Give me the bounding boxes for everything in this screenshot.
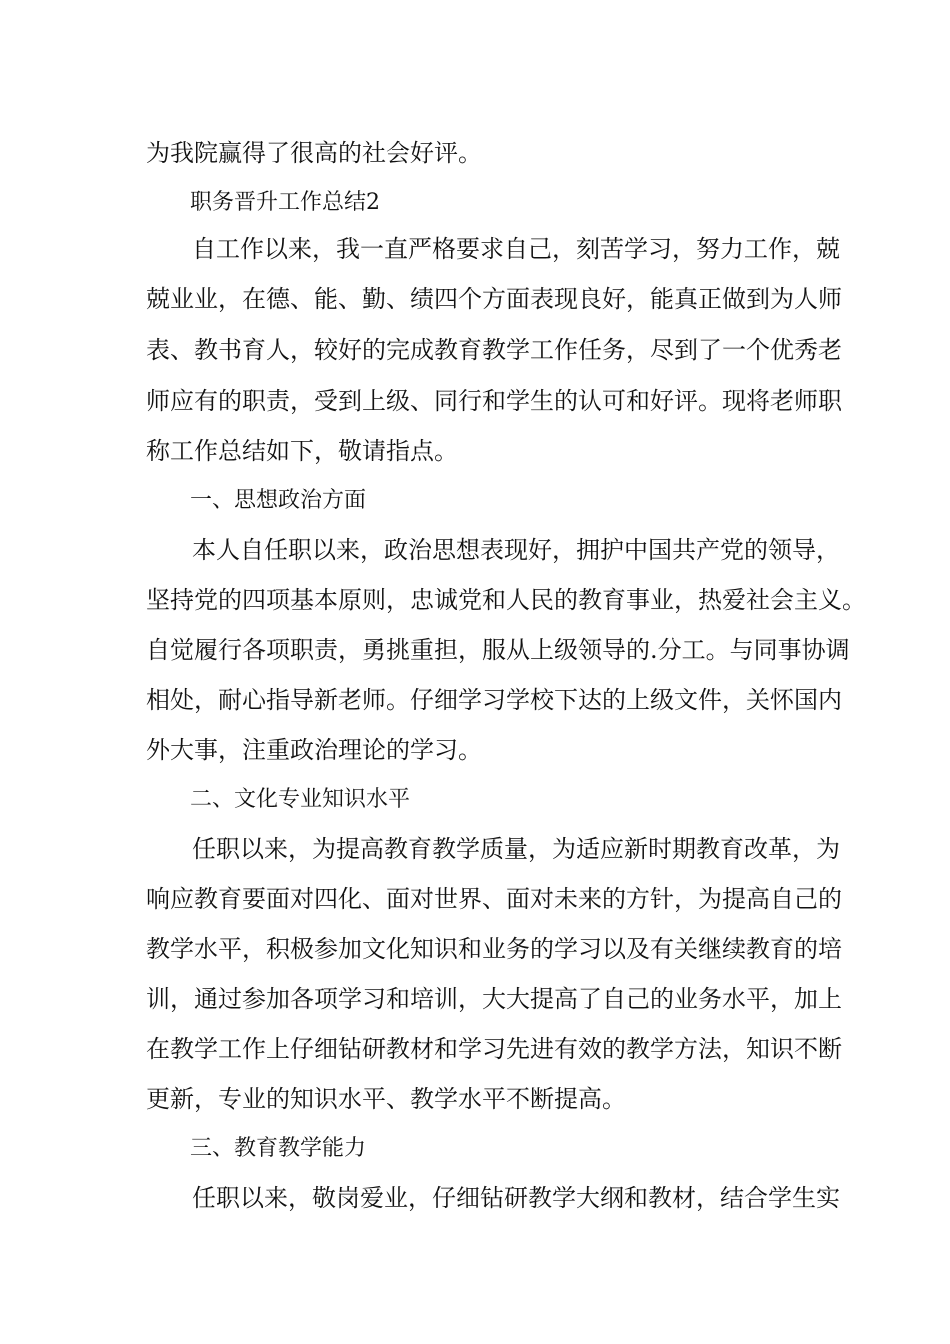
- paragraph-line: 兢业业，在德、能、勤、绩四个方面表现良好，能真正做到为人师: [146, 285, 842, 313]
- paragraph-line: 坚持党的四项基本原则，忠诚党和人民的教育事业，热爱社会主义。: [146, 586, 866, 614]
- paragraph-line: 称工作总结如下，敬请指点。: [146, 437, 458, 465]
- paragraph-line: 师应有的职责，受到上级、同行和学生的认可和好评。现将老师职: [146, 387, 842, 415]
- section-heading-1: 一、思想政治方面: [190, 488, 367, 513]
- paragraph-line: 在教学工作上仔细钻研教材和学习先进有效的教学方法，知识不断: [146, 1035, 842, 1063]
- paragraph-line: 自觉履行各项职责，勇挑重担，服从上级领导的.分工。与同事协调: [146, 636, 850, 664]
- paragraph-line: 响应教育要面对四化、面对世界、面对未来的方针，为提高自己的: [146, 885, 842, 913]
- paragraph-line: 任职以来，敬岗爱业，仔细钻研教学大纲和教材，结合学生实: [192, 1184, 840, 1212]
- section-heading-2: 二、文化专业知识水平: [190, 787, 411, 812]
- paragraph-line: 表、教书育人，较好的完成教育教学工作任务，尽到了一个优秀老: [146, 336, 842, 364]
- section-heading-3: 三、教育教学能力: [190, 1136, 367, 1161]
- section-title: 职务晋升工作总结2: [190, 190, 380, 215]
- paragraph-line: 相处，耐心指导新老师。仔细学习学校下达的上级文件，关怀国内: [146, 686, 842, 714]
- paragraph-line: 更新，专业的知识水平、教学水平不断提高。: [146, 1085, 626, 1113]
- paragraph-line: 本人自任职以来，政治思想表现好，拥护中国共产党的领导，: [192, 536, 840, 564]
- text-line-1: 为我院赢得了很高的社会好评。: [146, 139, 482, 167]
- paragraph-line: 训，通过参加各项学习和培训，大大提高了自己的业务水平，加上: [146, 985, 842, 1013]
- paragraph-line: 外大事，注重政治理论的学习。: [146, 736, 482, 764]
- paragraph-line: 教学水平，积极参加文化知识和业务的学习以及有关继续教育的培: [146, 935, 842, 963]
- paragraph-line: 自工作以来，我一直严格要求自己，刻苦学习，努力工作，兢: [192, 235, 840, 263]
- paragraph-line: 任职以来，为提高教育教学质量，为适应新时期教育改革，为: [192, 835, 840, 863]
